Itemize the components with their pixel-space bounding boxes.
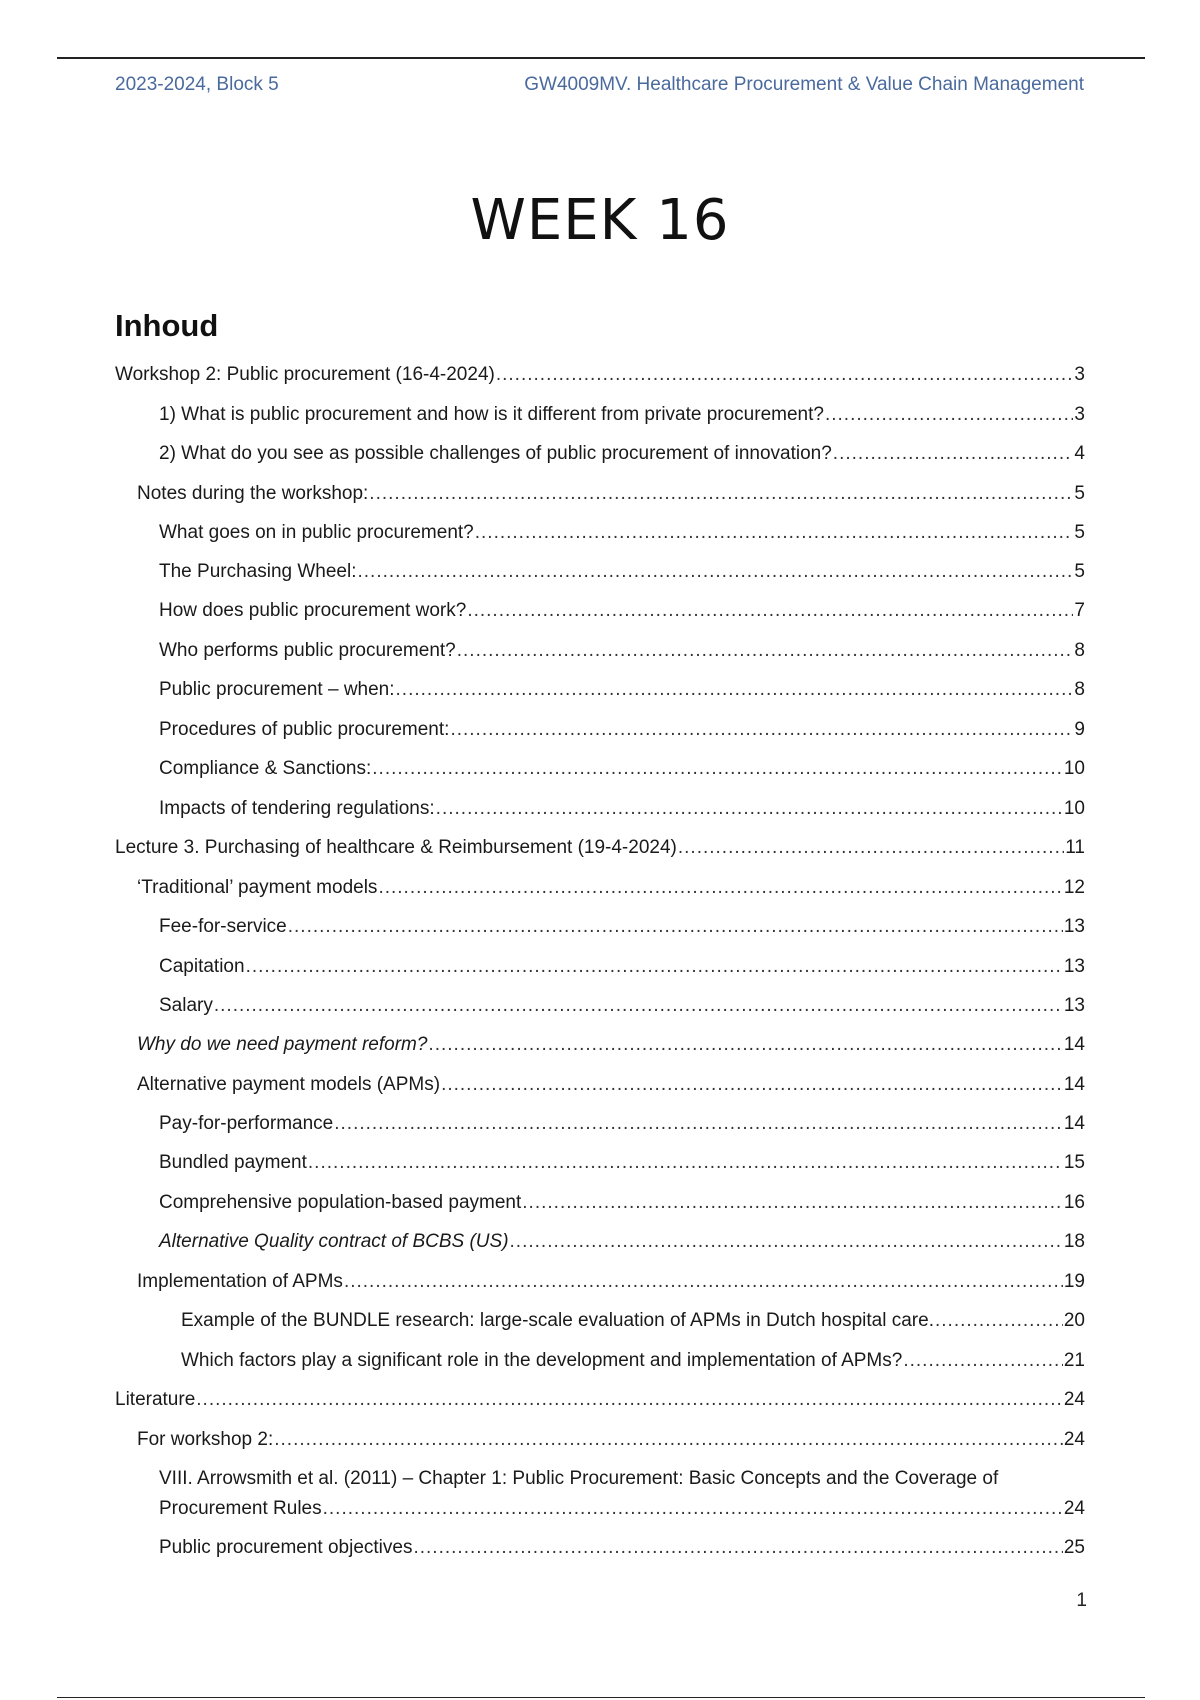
- toc-entry[interactable]: 1) What is public procurement and how is it different from private procurement? ..... 3: [159, 402, 1085, 428]
- page-title: WEEK 16: [470, 188, 730, 253]
- toc-entry[interactable]: Example of the BUNDLE research: large-scale evaluation of APMs in Dutch hospital care. ..... 20: [181, 1308, 1085, 1334]
- toc-entry[interactable]: Who performs public procurement? ..... 8: [159, 638, 1085, 664]
- toc-entry[interactable]: 2) What do you see as possible challenges of public procurement of innovation? ..... 4: [159, 441, 1085, 467]
- page-number: 1: [1076, 1590, 1087, 1611]
- toc-entry[interactable]: Public procurement – when: ..... 8: [159, 677, 1085, 703]
- toc-entry[interactable]: For workshop 2: ..... 24: [137, 1427, 1085, 1453]
- toc-entry[interactable]: Lecture 3. Purchasing of healthcare & Reimbursement (19-4-2024) ..... 11: [115, 835, 1085, 861]
- toc-entry[interactable]: Bundled payment ..... 15: [159, 1150, 1085, 1176]
- toc-entry[interactable]: Notes during the workshop: ..... 5: [137, 481, 1085, 507]
- header-term: 2023-2024, Block 5: [115, 74, 279, 95]
- toc-entry[interactable]: Implementation of APMs ..... 19: [137, 1269, 1085, 1295]
- toc-entry[interactable]: Compliance & Sanctions: ..... 10: [159, 756, 1085, 782]
- toc-entry[interactable]: Public procurement objectives ..... 25: [159, 1535, 1085, 1561]
- toc-entry[interactable]: How does public procurement work? ..... 7: [159, 598, 1085, 624]
- toc-entry[interactable]: Fee-for-service ..... 13: [159, 914, 1085, 940]
- toc-entry[interactable]: Capitation ..... 13: [159, 954, 1085, 980]
- toc-entry[interactable]: Workshop 2: Public procurement (16-4-2024) ..... 3: [115, 362, 1085, 388]
- header-course: GW4009MV. Healthcare Procurement & Value Chain Management: [524, 74, 1084, 95]
- toc-entry[interactable]: Salary ..... 13: [159, 993, 1085, 1019]
- toc-entry[interactable]: Why do we need payment reform? ..... 14: [137, 1032, 1085, 1058]
- toc-entry[interactable]: What goes on in public procurement? ..... 5: [159, 520, 1085, 546]
- toc-entry[interactable]: Alternative Quality contract of BCBS (US) ..... 18: [159, 1229, 1085, 1255]
- toc-entry[interactable]: Procedures of public procurement: ..... 9: [159, 717, 1085, 743]
- toc-entry[interactable]: Comprehensive population-based payment ..... 16: [159, 1190, 1085, 1216]
- footer-rule: [57, 1697, 1145, 1698]
- toc-entry[interactable]: VIII. Arrowsmith et al. (2011) – Chapter 1: Public Procurement: Basic Concepts and the Coverage of Procurement Rules ..... 24: [159, 1466, 1085, 1522]
- toc-entry[interactable]: ‘Traditional’ payment models ..... 12: [137, 875, 1085, 901]
- toc-entry[interactable]: Pay-for-performance ..... 14: [159, 1111, 1085, 1137]
- toc-heading: Inhoud: [115, 308, 219, 343]
- toc-entry[interactable]: Impacts of tendering regulations: ..... 10: [159, 796, 1085, 822]
- toc-entry[interactable]: Which factors play a significant role in the development and implementation of APMs? ..... 21: [181, 1348, 1085, 1374]
- toc-entry[interactable]: Literature ..... 24: [115, 1387, 1085, 1413]
- toc-entry[interactable]: Alternative payment models (APMs) ..... 14: [137, 1072, 1085, 1098]
- toc-entry[interactable]: The Purchasing Wheel: ..... 5: [159, 559, 1085, 585]
